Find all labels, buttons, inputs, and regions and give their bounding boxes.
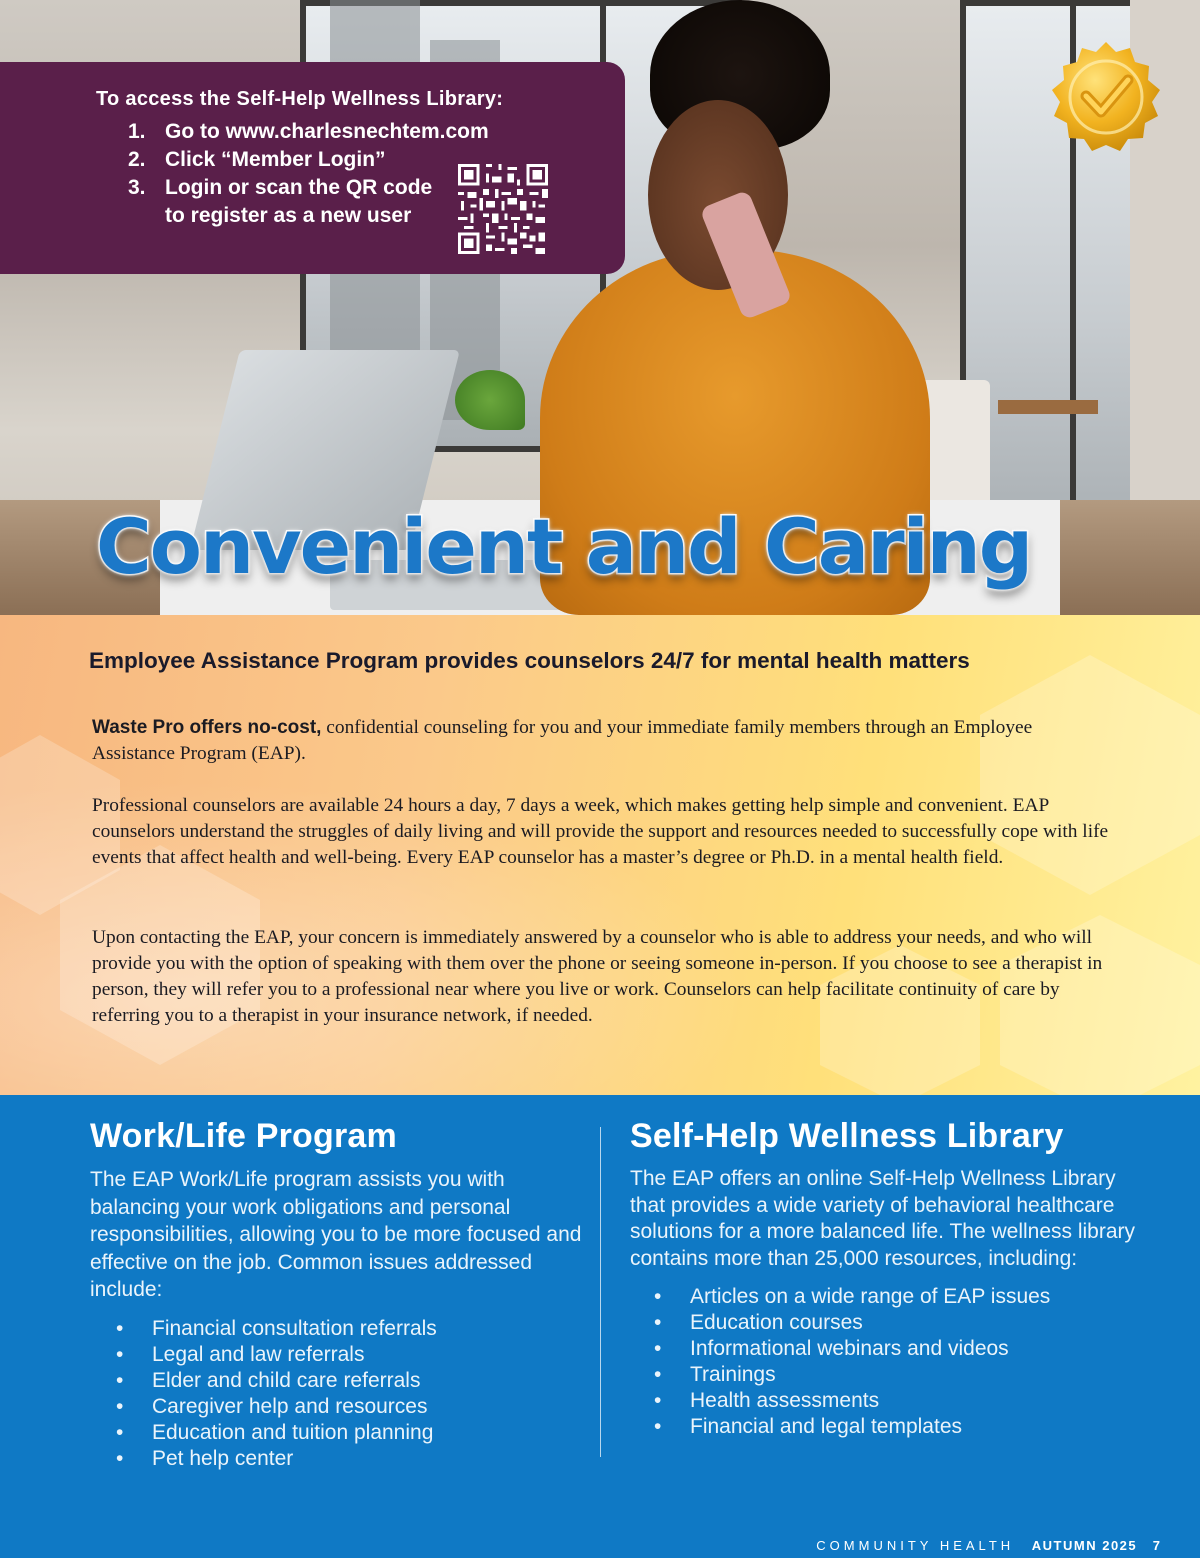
access-instructions-box	[0, 62, 625, 274]
article-subheading: Employee Assistance Program provides counselors 24/7 for mental health matters	[89, 648, 970, 673]
page-title: Convenient and Caring	[96, 502, 1032, 591]
list-item: • Financial and legal templates	[654, 1415, 962, 1438]
page-number: 7	[1152, 1538, 1160, 1553]
list-item: • Informational webinars and videos	[654, 1337, 1009, 1360]
worklife-column	[90, 1117, 600, 1472]
chair	[920, 380, 990, 520]
worklife-intro: The EAP Work/Life program assists you with balancing your work obligations and personal responsibilities, allowing you to be more focused and effective on the job. Common issues addressed include:	[90, 1168, 582, 1301]
access-title: To access the Self-Help Wellness Library:	[96, 88, 504, 110]
access-step: 3. Login or scan the QR code to register as a new user	[128, 176, 433, 227]
article-paragraph: Upon contacting the EAP, your concern is immediately answered by a counselor who is able to address your needs, and who will provide you with the option of speaking with them over the phone or seeing someone in-person. If you choose to see a therapist in person, they will refer you to a professional near where you live or work. Counselors can help facilitate continuity of care by referring you to a therapist in your insurance network, if needed.	[92, 927, 1103, 1026]
library-intro: The EAP offers an online Self-Help Wellness Library that provides a wide variety of behavioral healthcare solutions for a more balanced life. The wellness library contains more than 25,000 resources, including:	[630, 1167, 1136, 1270]
library-column	[630, 1117, 1140, 1440]
worklife-heading: Work/Life Program	[90, 1117, 397, 1155]
page-footer	[816, 1538, 1160, 1553]
article-paragraph: Professional counselors are available 24 hours a day, 7 days a week, which makes getting help simple and convenient. EAP counselors understand the struggles of daily living and will provide the support and resources needed to successfully cope with life events that affect health and well-being. Every EAP counselor has a master’s degree or Ph.D. in a mental health field.	[92, 795, 1109, 868]
article-section	[0, 615, 1200, 1095]
list-item: • Elder and child care referrals	[116, 1368, 421, 1392]
access-step: 1. Go to www.charlesnechtem.com	[128, 118, 585, 146]
website-link[interactable]: Go to www.charlesnechtem.com	[165, 120, 489, 143]
library-heading: Self-Help Wellness Library	[630, 1117, 1064, 1155]
checkmark-badge-icon	[1048, 40, 1164, 156]
article-paragraph: Waste Pro offers no-cost, confidential counseling for you and your immediate family members through an Employee Assistance Program (EAP).	[92, 717, 1033, 764]
list-item: • Trainings	[654, 1363, 776, 1386]
list-item: • Health assessments	[654, 1389, 880, 1412]
list-item: • Legal and law referrals	[116, 1342, 365, 1366]
list-item: • Articles on a wide range of EAP issues	[654, 1285, 1051, 1308]
issue-season: AUTUMN 2025	[1031, 1538, 1138, 1553]
access-step: 2. Click “Member Login”	[128, 148, 386, 171]
list-item: • Education and tuition planning	[116, 1420, 434, 1444]
column-divider	[600, 1127, 601, 1457]
list-item: • Financial consultation referrals	[116, 1316, 437, 1340]
list-item: • Education courses	[654, 1311, 863, 1334]
plant	[455, 370, 525, 430]
list-item: • Pet help center	[116, 1446, 294, 1470]
list-item: • Caregiver help and resources	[116, 1394, 428, 1418]
programs-section	[0, 1095, 1200, 1558]
worklife-list	[90, 1316, 600, 1472]
qr-code-icon[interactable]	[458, 164, 548, 254]
library-list	[630, 1284, 1140, 1440]
magazine-name: COMMUNITY HEALTH	[816, 1538, 1015, 1553]
